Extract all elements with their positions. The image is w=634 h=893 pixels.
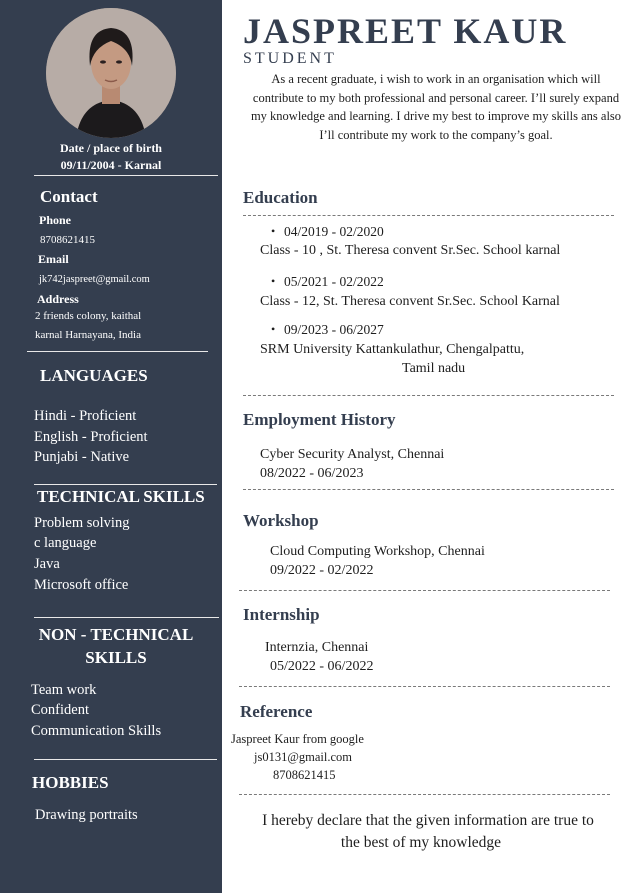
language-item: Hindi - Proficient: [34, 408, 137, 424]
language-item: Punjabi - Native: [34, 449, 130, 465]
education-desc: Tamil nadu: [402, 361, 466, 376]
internship-title: Internzia, Chennai: [265, 640, 369, 655]
reference-name: Jaspreet Kaur from google: [231, 732, 364, 746]
reference-email: js0131@gmail.com: [254, 750, 352, 764]
hobby-item: Drawing portraits: [35, 807, 138, 823]
declaration-text: I hereby declare that the given information are true to: [262, 812, 594, 829]
candidate-name: JASPREET KAUR: [243, 11, 568, 51]
education-dates: • 04/2019 - 02/2020: [284, 224, 384, 240]
non-technical-skill-item: Communication Skills: [31, 723, 162, 739]
profile-photo-portrait: [46, 8, 176, 138]
workshop-dates: 09/2022 - 02/2022: [270, 563, 374, 578]
profile-photo: [46, 8, 176, 138]
technical-skill-item: c language: [34, 535, 97, 551]
technical-skill-item: Microsoft office: [34, 577, 129, 593]
reference-heading: Reference: [240, 702, 313, 721]
address-line: karnal Harnayana, India: [35, 329, 141, 341]
education-dates: • 05/2021 - 02/2022: [284, 274, 384, 290]
dob-label: Date / place of birth: [60, 141, 162, 155]
employment-role: Cyber Security Analyst, Chennai: [260, 447, 445, 462]
non-technical-skill-item: Team work: [31, 682, 97, 698]
candidate-title: STUDENT: [243, 50, 337, 67]
divider: [27, 351, 208, 352]
divider: [34, 484, 217, 485]
workshop-title: Cloud Computing Workshop, Chennai: [270, 544, 485, 559]
divider: [34, 175, 218, 176]
internship-dates: 05/2022 - 06/2022: [270, 659, 374, 674]
employment-heading: Employment History: [243, 410, 396, 429]
address-line: 2 friends colony, kaithal: [35, 310, 142, 322]
divider: [239, 590, 610, 591]
divider: [243, 489, 614, 490]
phone-value: 8708621415: [40, 234, 95, 246]
technical-skill-item: Java: [34, 556, 60, 572]
hobbies-heading: HOBBIES: [32, 773, 109, 792]
language-item: English - Proficient: [34, 429, 148, 445]
education-desc: Class - 10 , St. Theresa convent Sr.Sec. School karnal: [260, 243, 561, 258]
phone-label: Phone: [39, 213, 72, 227]
email-label: Email: [38, 252, 69, 266]
address-label: Address: [37, 292, 79, 306]
declaration-text: the best of my knowledge: [340, 834, 502, 851]
internship-heading: Internship: [243, 605, 320, 624]
objective-text: As a recent graduate, i wish to work in an organisation which will contribute to my both professional and personal career. I’ll surely expand my knowledge and learning. I drive my best to improve my skills ans also I’ll contribute my work to the company’s goal.: [250, 72, 622, 142]
divider: [34, 617, 219, 618]
technical-skills-heading: TECHNICAL SKILLS: [37, 487, 205, 506]
divider: [34, 759, 217, 760]
dob-value: 09/11/2004 - Karnal: [60, 158, 162, 172]
workshop-heading: Workshop: [243, 511, 319, 530]
education-heading: Education: [243, 188, 318, 207]
divider: [239, 686, 610, 687]
divider: [239, 794, 610, 795]
non-technical-skill-item: Confident: [31, 702, 89, 718]
education-desc: Class - 12, St. Theresa convent Sr.Sec. School Karnal: [260, 294, 560, 309]
contact-heading: Contact: [40, 187, 98, 206]
non-technical-skills-heading: SKILLS: [85, 648, 147, 667]
reference-phone: 8708621415: [273, 768, 336, 782]
divider: [243, 395, 614, 396]
education-desc: SRM University Kattankulathur, Chengalpattu,: [260, 342, 525, 357]
education-dates: • 09/2023 - 06/2027: [284, 322, 384, 338]
technical-skill-item: Problem solving: [34, 515, 130, 531]
divider: [243, 215, 614, 216]
non-technical-skills-heading: NON - TECHNICAL: [38, 625, 194, 644]
languages-heading: LANGUAGES: [40, 366, 148, 385]
email-value: jk742jaspreet@gmail.com: [39, 274, 150, 285]
employment-dates: 08/2022 - 06/2023: [260, 466, 364, 481]
